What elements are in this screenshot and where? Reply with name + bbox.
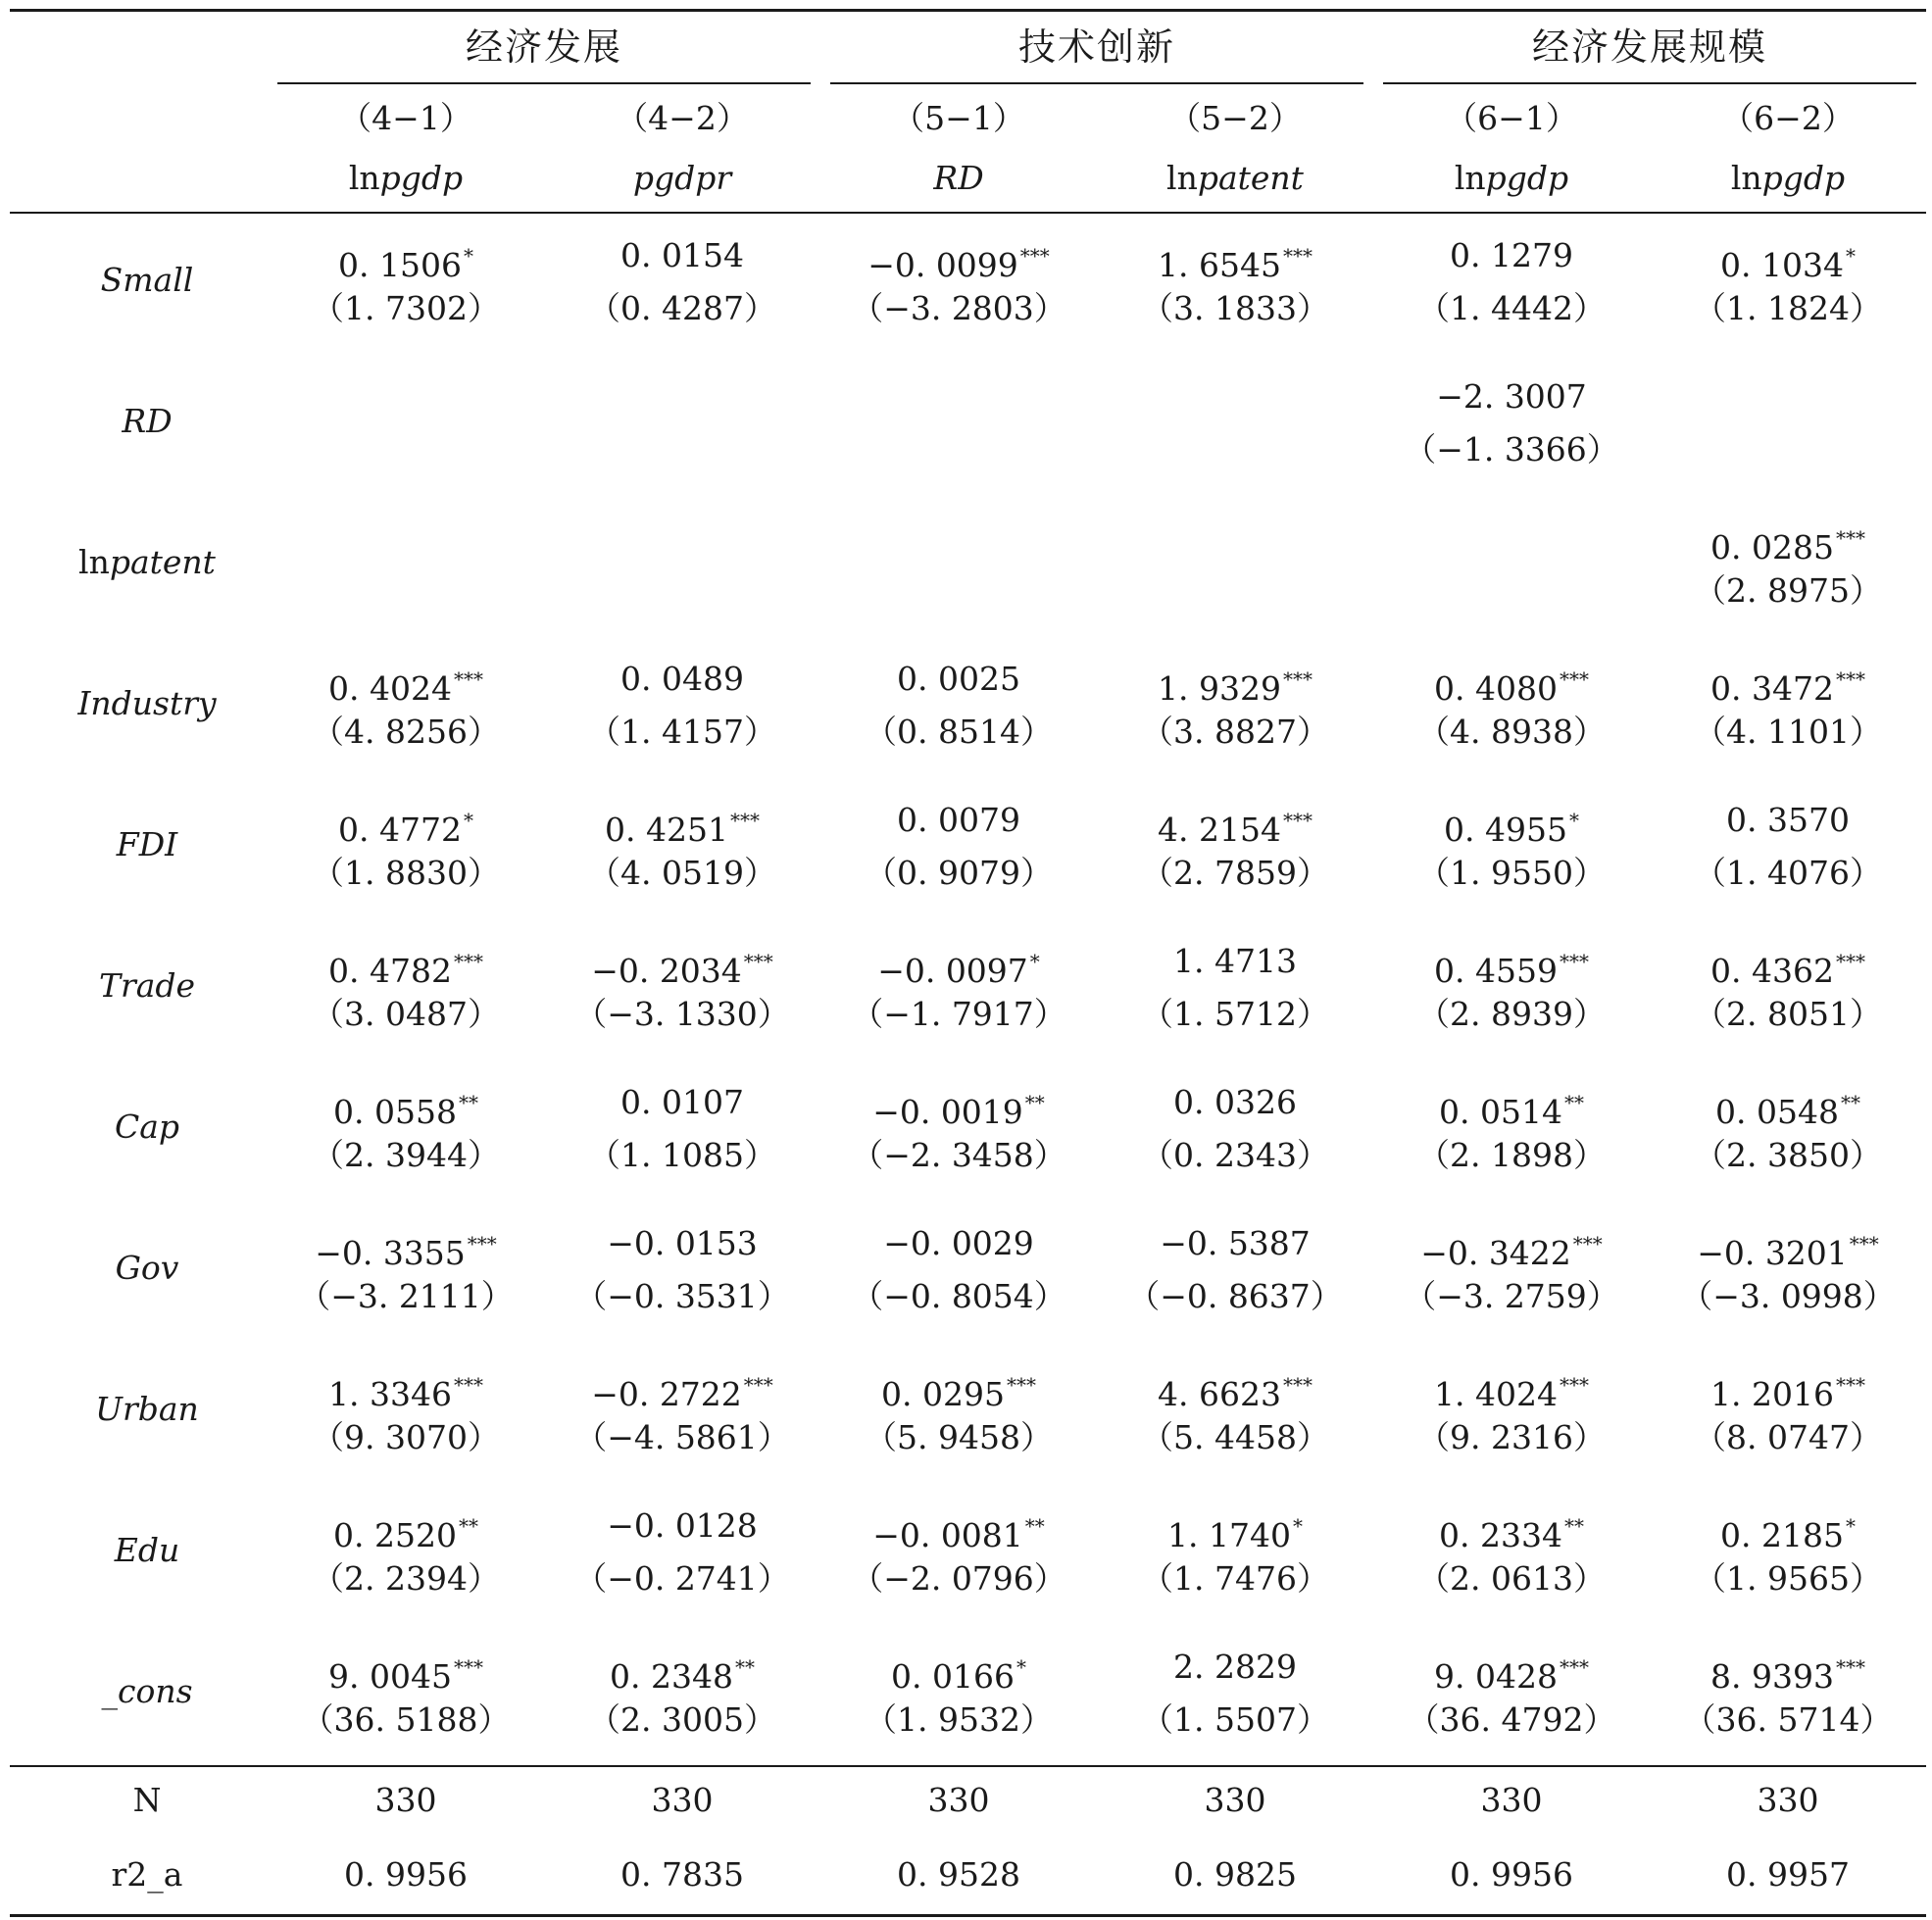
coefficient-value: 1. 2016 — [1710, 1375, 1834, 1413]
significance-stars: *** — [1572, 1232, 1603, 1255]
coefficient-value: 1. 4024 — [1434, 1375, 1558, 1413]
coefficient-cell — [544, 1362, 820, 1413]
coefficient-cell — [1373, 1503, 1650, 1554]
coefficient-value: 9. 0045 — [328, 1657, 452, 1696]
coefficient-cell — [820, 1221, 1097, 1266]
t-statistic-cell: （2. 3944） — [312, 1136, 500, 1174]
variable-label-name: Cap — [114, 1108, 180, 1146]
coefficient-cell — [1097, 233, 1373, 284]
significance-stars: *** — [1559, 1655, 1589, 1679]
t-statistic-cell: （−0. 3531） — [574, 1277, 790, 1315]
header-rule — [10, 212, 1926, 214]
coefficient-value: 0. 0154 — [620, 236, 744, 274]
top-rule — [10, 9, 1926, 12]
t-statistic-cell: （4. 8256） — [312, 713, 500, 751]
coefficient-cell — [1097, 798, 1373, 849]
coefficient-value: 0. 0079 — [897, 801, 1020, 839]
coefficient-value: 0. 3472 — [1710, 669, 1834, 708]
t-statistic-cell: （1. 8830） — [312, 854, 500, 892]
t-statistic-cell: （−1. 3366） — [1404, 430, 1619, 468]
coefficient-cell — [1373, 233, 1650, 278]
significance-stars: ** — [1024, 1514, 1045, 1538]
coefficient-value: 0. 4559 — [1434, 952, 1558, 990]
dep-var-name: patent — [1197, 159, 1304, 197]
significance-stars: *** — [453, 1373, 483, 1397]
coefficient-cell — [1373, 1080, 1650, 1131]
coefficient-value: 8. 9393 — [1710, 1657, 1834, 1696]
t-statistic-cell: （3. 0487） — [312, 995, 500, 1033]
stat-value: 0. 9956 — [1450, 1855, 1573, 1894]
coefficient-cell — [1097, 1362, 1373, 1413]
t-statistic-cell: （2. 0613） — [1417, 1559, 1606, 1598]
significance-stars: ** — [458, 1514, 478, 1538]
significance-stars: * — [1292, 1514, 1303, 1538]
significance-stars: *** — [453, 667, 483, 691]
t-statistic-cell: （−3. 2803） — [851, 289, 1066, 327]
coefficient-value: 0. 0489 — [620, 660, 744, 698]
t-statistic-cell: （1. 9532） — [865, 1700, 1053, 1739]
significance-stars: * — [463, 244, 473, 268]
variable-label — [39, 1668, 255, 1715]
coefficient-value: 0. 0107 — [620, 1083, 744, 1121]
stat-label: N — [132, 1781, 162, 1819]
significance-stars: *** — [1835, 1373, 1865, 1397]
stat-value: 0. 9957 — [1726, 1855, 1850, 1894]
coefficient-cell — [268, 1503, 544, 1554]
significance-stars: ** — [1563, 1091, 1584, 1114]
coefficient-cell — [1097, 1221, 1373, 1266]
significance-stars: *** — [1019, 244, 1050, 268]
t-statistic-cell: （1. 7302） — [312, 289, 500, 327]
dep-var-prefix: ln — [348, 159, 380, 197]
dep-var-prefix: ln — [1454, 159, 1486, 197]
coefficient-cell — [544, 939, 820, 990]
stat-value: 330 — [1204, 1781, 1266, 1819]
coefficient-value: 0. 3570 — [1726, 801, 1850, 839]
significance-stars: *** — [467, 1232, 497, 1255]
coefficient-value: 0. 4782 — [328, 952, 452, 990]
coefficient-value: 4. 6623 — [1158, 1375, 1281, 1413]
significance-stars: * — [1845, 1514, 1856, 1538]
variable-label — [39, 962, 255, 1009]
t-statistic-cell: （−4. 5861） — [574, 1418, 790, 1456]
dep-var-prefix: ln — [1166, 159, 1198, 197]
coefficient-value: 0. 2348 — [610, 1657, 733, 1696]
coefficient-cell — [1650, 1221, 1926, 1272]
column-dependent-variable — [544, 157, 820, 200]
coefficient-cell — [820, 939, 1097, 990]
coefficient-cell — [268, 1221, 544, 1272]
t-statistic-cell: （5. 4458） — [1141, 1418, 1329, 1456]
coefficient-value: −0. 2034 — [591, 952, 742, 990]
significance-stars: *** — [1835, 1655, 1865, 1679]
group-title: 经济发展规模 — [1531, 25, 1767, 69]
coefficient-value: 0. 4955 — [1444, 811, 1567, 849]
t-statistic-cell: （36. 5714） — [1683, 1700, 1893, 1739]
stat-value: 0. 7835 — [620, 1855, 744, 1894]
column-dependent-variable — [268, 157, 544, 200]
coefficient-value: 0. 4362 — [1710, 952, 1834, 990]
coefficient-value: 0. 2520 — [333, 1516, 457, 1554]
coefficient-cell — [1373, 374, 1650, 419]
dep-var-name: RD — [933, 159, 984, 197]
coefficient-cell — [1650, 939, 1926, 990]
coefficient-value: −0. 0019 — [872, 1093, 1023, 1131]
coefficient-cell — [1650, 516, 1926, 566]
t-statistic-cell: （4. 8938） — [1417, 713, 1606, 751]
coefficient-cell — [1373, 1362, 1650, 1413]
coefficient-value: 0. 0166 — [891, 1657, 1015, 1696]
coefficient-cell — [820, 1503, 1097, 1554]
coefficient-value: 0. 4251 — [605, 811, 728, 849]
coefficient-value: −0. 0097 — [877, 952, 1028, 990]
t-statistic-cell: （−3. 2111） — [298, 1277, 514, 1315]
t-statistic-cell: （36. 4792） — [1407, 1700, 1616, 1739]
variable-label — [39, 398, 255, 445]
t-statistic-cell: （1. 4157） — [588, 713, 776, 751]
t-statistic-cell: （1. 9550） — [1417, 854, 1606, 892]
coefficient-cell — [1373, 798, 1650, 849]
coefficient-value: −0. 0099 — [867, 246, 1018, 284]
significance-stars: *** — [729, 809, 760, 832]
significance-stars: *** — [1282, 809, 1313, 832]
column-number: （6−2） — [1721, 99, 1855, 137]
column-number: （5−2） — [1168, 99, 1302, 137]
coefficient-cell — [544, 798, 820, 849]
coefficient-value: 0. 0285 — [1710, 528, 1834, 566]
coefficient-cell — [544, 657, 820, 702]
t-statistic-cell: （4. 0519） — [588, 854, 776, 892]
column-dependent-variable — [1097, 157, 1373, 200]
coefficient-cell — [820, 1645, 1097, 1696]
significance-stars: *** — [1282, 1373, 1313, 1397]
stat-value: 330 — [1757, 1781, 1819, 1819]
coefficient-value: −2. 3007 — [1436, 377, 1587, 416]
variable-label — [39, 539, 255, 586]
t-statistic-cell: （8. 0747） — [1694, 1418, 1882, 1456]
t-statistic-cell: （3. 8827） — [1141, 713, 1329, 751]
t-statistic-cell: （−1. 7917） — [851, 995, 1066, 1033]
coefficient-value: −0. 3201 — [1697, 1234, 1848, 1272]
t-statistic-cell: （1. 4442） — [1417, 289, 1606, 327]
coefficient-cell — [268, 1362, 544, 1413]
coefficient-value: −0. 0029 — [883, 1224, 1034, 1262]
t-statistic-cell: （9. 2316） — [1417, 1418, 1606, 1456]
coefficient-value: 0. 2185 — [1720, 1516, 1844, 1554]
coefficient-value: 0. 0558 — [333, 1093, 457, 1131]
coefficient-value: 0. 1279 — [1450, 236, 1573, 274]
column-dependent-variable — [1373, 157, 1650, 200]
significance-stars: *** — [1006, 1373, 1036, 1397]
coefficient-value: −0. 0128 — [607, 1506, 758, 1545]
coefficient-cell — [1097, 657, 1373, 708]
column-number: （4−1） — [339, 99, 472, 137]
dep-var-name: pgdp — [1485, 159, 1569, 197]
column-number: （4−2） — [616, 99, 749, 137]
coefficient-value: 1. 6545 — [1158, 246, 1281, 284]
variable-label-name: Gov — [115, 1249, 179, 1287]
coefficient-cell — [268, 798, 544, 849]
significance-stars: *** — [1559, 1373, 1589, 1397]
significance-stars: ** — [458, 1091, 478, 1114]
column-number: （5−1） — [892, 99, 1025, 137]
t-statistic-cell: （−2. 3458） — [851, 1136, 1066, 1174]
regression-table — [10, 0, 1926, 1920]
coefficient-value: 0. 4080 — [1434, 669, 1558, 708]
significance-stars: *** — [1835, 526, 1865, 550]
coefficient-value: 2. 2829 — [1173, 1648, 1297, 1686]
t-statistic-cell: （0. 2343） — [1141, 1136, 1329, 1174]
significance-stars: *** — [1282, 667, 1313, 691]
coefficient-value: −0. 2722 — [591, 1375, 742, 1413]
coefficient-cell — [1097, 939, 1373, 984]
t-statistic-cell: （−3. 0998） — [1680, 1277, 1896, 1315]
group-title: 技术创新 — [1017, 25, 1175, 69]
coefficient-value: 1. 3346 — [328, 1375, 452, 1413]
coefficient-cell — [268, 939, 544, 990]
significance-stars: *** — [1835, 667, 1865, 691]
significance-stars: *** — [453, 950, 483, 973]
bottom-rule — [10, 1914, 1926, 1917]
coefficient-cell — [544, 1080, 820, 1125]
variable-label-prefix: ln — [78, 543, 110, 581]
significance-stars: ** — [1840, 1091, 1860, 1114]
significance-stars: *** — [1835, 950, 1865, 973]
variable-label — [39, 1386, 255, 1433]
significance-stars: * — [463, 809, 473, 832]
variable-label-name: Urban — [95, 1390, 199, 1428]
coefficient-cell — [1097, 1503, 1373, 1554]
coefficient-cell — [544, 233, 820, 278]
t-statistic-cell: （2. 2394） — [312, 1559, 500, 1598]
t-statistic-cell: （1. 1824） — [1694, 289, 1882, 327]
coefficient-value: 1. 1740 — [1167, 1516, 1291, 1554]
variable-label-name: patent — [109, 543, 216, 581]
t-statistic-cell: （9. 3070） — [312, 1418, 500, 1456]
t-statistic-cell: （−2. 0796） — [851, 1559, 1066, 1598]
coefficient-cell — [544, 1503, 820, 1549]
coefficient-cell — [1650, 1645, 1926, 1696]
coefficient-value: 0. 0548 — [1715, 1093, 1839, 1131]
coefficient-cell — [1650, 233, 1926, 284]
t-statistic-cell: （1. 4076） — [1694, 854, 1882, 892]
coefficient-cell — [1650, 1080, 1926, 1131]
variable-label — [39, 1104, 255, 1151]
coefficient-cell — [1373, 1221, 1650, 1272]
coefficient-cell — [268, 233, 544, 284]
coefficient-cell — [1650, 1362, 1926, 1413]
t-statistic-cell: （−0. 8637） — [1127, 1277, 1343, 1315]
coefficient-value: 0. 4024 — [328, 669, 452, 708]
t-statistic-cell: （36. 5188） — [301, 1700, 511, 1739]
coefficient-cell — [268, 1080, 544, 1131]
coefficient-value: −0. 0081 — [872, 1516, 1023, 1554]
coefficient-value: 0. 0326 — [1173, 1083, 1297, 1121]
t-statistic-cell: （0. 8514） — [865, 713, 1053, 751]
stat-label: r2_a — [111, 1855, 183, 1894]
t-statistic-cell: （−0. 2741） — [574, 1559, 790, 1598]
significance-stars: *** — [1559, 950, 1589, 973]
variable-label — [39, 680, 255, 727]
coefficient-cell — [1373, 657, 1650, 708]
coefficient-value: 0. 2334 — [1439, 1516, 1562, 1554]
variable-label-name: FDI — [116, 825, 178, 863]
dep-var-name: pgdp — [1761, 159, 1846, 197]
stat-value: 0. 9825 — [1173, 1855, 1297, 1894]
group-underline — [830, 82, 1363, 84]
stat-value: 330 — [927, 1781, 990, 1819]
variable-label — [39, 257, 255, 304]
coefficient-cell — [1650, 798, 1926, 843]
t-statistic-cell: （2. 8939） — [1417, 995, 1606, 1033]
t-statistic-cell: （2. 3005） — [588, 1700, 776, 1739]
t-statistic-cell: （2. 8051） — [1694, 995, 1882, 1033]
coefficient-cell — [1097, 1080, 1373, 1125]
coefficient-cell — [268, 657, 544, 708]
significance-stars: *** — [453, 1655, 483, 1679]
coefficient-cell — [820, 657, 1097, 702]
t-statistic-cell: （1. 5507） — [1141, 1700, 1329, 1739]
coefficient-cell — [820, 1080, 1097, 1131]
coefficient-value: 0. 4772 — [338, 811, 462, 849]
t-statistic-cell: （1. 1085） — [588, 1136, 776, 1174]
variable-label-name: RD — [122, 402, 173, 440]
variable-label-name: Industry — [77, 684, 217, 722]
t-statistic-cell: （2. 7859） — [1141, 854, 1329, 892]
significance-stars: ** — [1024, 1091, 1045, 1114]
significance-stars: *** — [1849, 1232, 1879, 1255]
t-statistic-cell: （−0. 8054） — [851, 1277, 1066, 1315]
coefficient-cell — [820, 798, 1097, 843]
t-statistic-cell: （0. 9079） — [865, 854, 1053, 892]
coefficient-value: 0. 0295 — [881, 1375, 1005, 1413]
coefficient-value: −0. 0153 — [607, 1224, 758, 1262]
stat-value: 0. 9956 — [344, 1855, 468, 1894]
variable-label-name: Trade — [98, 966, 196, 1005]
stat-value: 0. 9528 — [897, 1855, 1020, 1894]
t-statistic-cell: （2. 1898） — [1417, 1136, 1606, 1174]
variable-label — [39, 821, 255, 868]
variable-label-name: _cons — [101, 1672, 193, 1710]
coefficient-cell — [544, 1221, 820, 1266]
group-underline — [277, 82, 811, 84]
group-title: 经济发展 — [465, 25, 622, 69]
significance-stars: *** — [743, 1373, 773, 1397]
significance-stars: *** — [1559, 667, 1589, 691]
coefficient-cell — [1373, 939, 1650, 990]
t-statistic-cell: （5. 9458） — [865, 1418, 1053, 1456]
group-underline — [1383, 82, 1916, 84]
t-statistic-cell: （4. 1101） — [1694, 713, 1882, 751]
t-statistic-cell: （2. 8975） — [1694, 571, 1882, 610]
dep-var-prefix: ln — [1730, 159, 1762, 197]
t-statistic-cell: （1. 7476） — [1141, 1559, 1329, 1598]
significance-stars: * — [1029, 950, 1040, 973]
coefficient-cell — [1097, 1645, 1373, 1690]
dep-var-name: pgdp — [379, 159, 464, 197]
variable-label-name: Small — [100, 261, 194, 299]
coefficient-cell — [820, 233, 1097, 284]
significance-stars: * — [1568, 809, 1579, 832]
coefficient-value: −0. 5387 — [1160, 1224, 1311, 1262]
significance-stars: *** — [1282, 244, 1313, 268]
coefficient-cell — [1650, 657, 1926, 708]
coefficient-cell — [1650, 1503, 1926, 1554]
stat-value: 330 — [374, 1781, 437, 1819]
t-statistic-cell: （−3. 1330） — [574, 995, 790, 1033]
coefficient-value: 9. 0428 — [1434, 1657, 1558, 1696]
t-statistic-cell: （3. 1833） — [1141, 289, 1329, 327]
column-dependent-variable — [1650, 157, 1926, 200]
variable-label — [39, 1527, 255, 1574]
t-statistic-cell: （0. 4287） — [588, 289, 776, 327]
stat-value: 330 — [651, 1781, 714, 1819]
coefficient-cell — [820, 1362, 1097, 1413]
significance-stars: * — [1016, 1655, 1026, 1679]
coefficient-value: 0. 0514 — [1439, 1093, 1562, 1131]
coefficient-cell — [1373, 1645, 1650, 1696]
t-statistic-cell: （1. 9565） — [1694, 1559, 1882, 1598]
significance-stars: *** — [743, 950, 773, 973]
significance-stars: ** — [734, 1655, 755, 1679]
stat-value: 330 — [1480, 1781, 1543, 1819]
coefficient-value: −0. 3422 — [1420, 1234, 1571, 1272]
column-number: （6−1） — [1445, 99, 1578, 137]
variable-label-name: Edu — [114, 1531, 180, 1569]
dep-var-name: pgdpr — [632, 159, 732, 197]
coefficient-value: 0. 1506 — [338, 246, 462, 284]
variable-label — [39, 1245, 255, 1292]
coefficient-value: 4. 2154 — [1158, 811, 1281, 849]
column-dependent-variable — [820, 157, 1097, 200]
coefficient-cell — [544, 1645, 820, 1696]
coefficient-cell — [268, 1645, 544, 1696]
significance-stars: * — [1845, 244, 1856, 268]
coefficient-value: 0. 0025 — [897, 660, 1020, 698]
coefficient-value: 0. 1034 — [1720, 246, 1844, 284]
significance-stars: ** — [1563, 1514, 1584, 1538]
t-statistic-cell: （2. 3850） — [1694, 1136, 1882, 1174]
t-statistic-cell: （1. 5712） — [1141, 995, 1329, 1033]
coefficient-value: −0. 3355 — [315, 1234, 466, 1272]
coefficient-value: 1. 4713 — [1173, 942, 1297, 980]
stats-rule — [10, 1765, 1926, 1767]
coefficient-value: 1. 9329 — [1158, 669, 1281, 708]
t-statistic-cell: （−3. 2759） — [1404, 1277, 1619, 1315]
